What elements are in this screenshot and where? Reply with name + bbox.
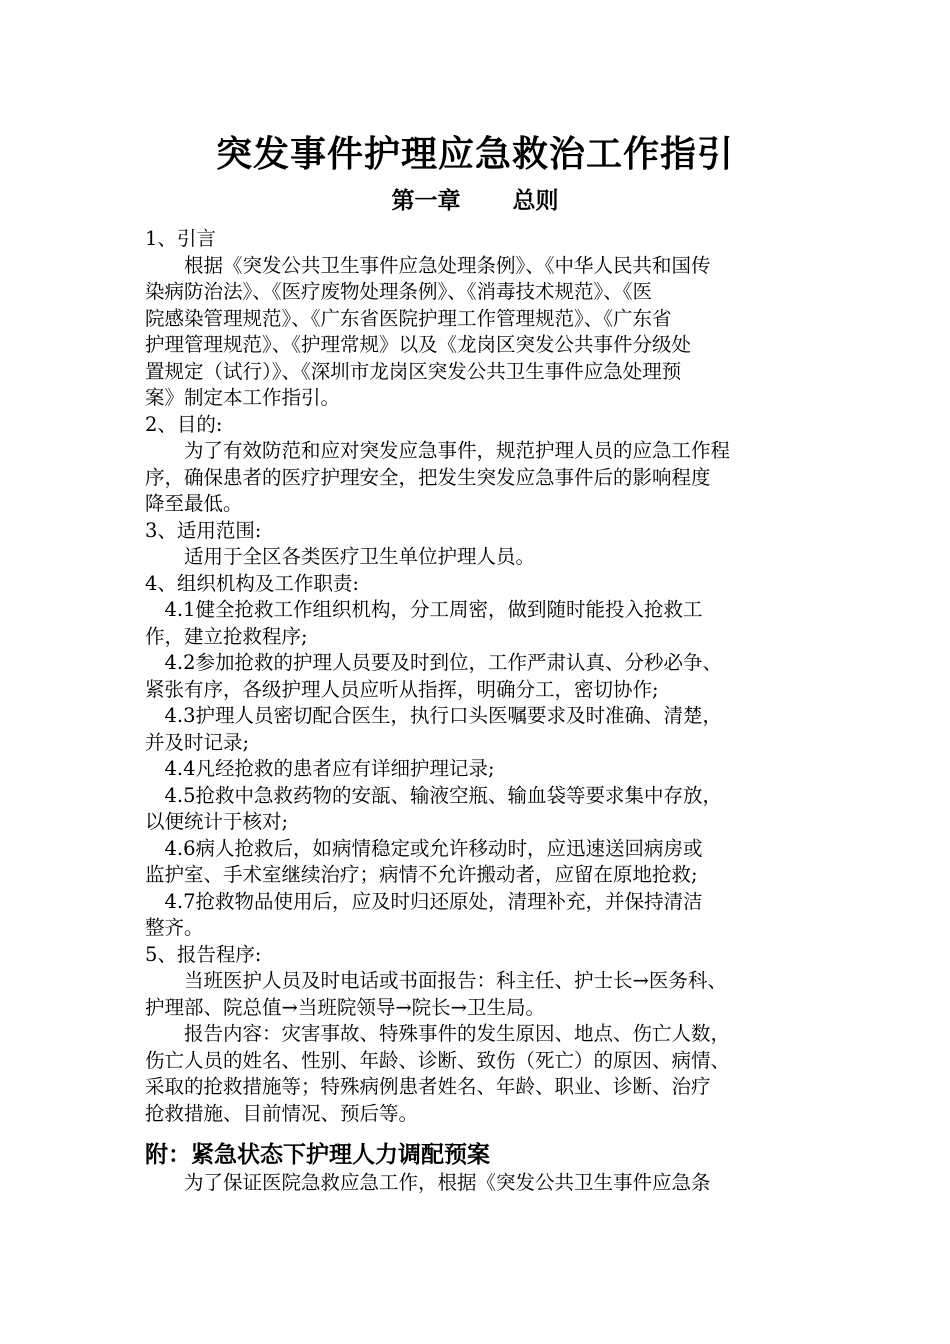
text-line: 降至最低。 [145,492,243,515]
text-line: 以便统计于核对; [145,810,289,833]
text-line: 监护室、手术室继续治疗；病情不允许搬动者，应留在原地抢救; [145,863,698,886]
chapter-name: 总则 [512,187,559,214]
appendix-title: 附：紧急状态下护理人力调配预案 [145,1141,490,1168]
text-line: 院感染管理规范》、《广东省医院护理工作管理规范》、《广东省 [145,306,672,330]
text-line: 1、引言 [145,227,216,250]
text-line: 4.5抢救中急救药物的安瓿、输液空瓶、输血袋等要求集中存放， [145,783,723,807]
text-line: 染病防治法》、《医疗废物处理条例》、《消毒技术规范》、《医 [145,280,653,303]
chapter-heading [0,186,950,216]
text-line: 当班医护人员及时电话或书面报告：科主任、护士长→医务科、 [145,969,727,992]
text-line: 4.3护理人员密切配合医生，执行口头医嘱要求及时准确、清楚， [145,704,723,727]
text-line: 4、组织机构及工作职责: [145,571,359,595]
text-line: 整齐。 [145,916,204,939]
text-line: 4.2参加抢救的护理人员要及时到位，工作严肃认真、分秒必争、 [145,651,723,674]
text-line: 报告内容：灾害事故、特殊事件的发生原因、地点、伤亡人数， [145,1022,731,1045]
text-line: 3、适用范围: [145,518,262,542]
document-body [145,226,825,1127]
text-line: 案》制定本工作指引。 [145,386,341,409]
text-line: 5、报告程序: [145,942,262,966]
text-line: 根据《突发公共卫生事件应急处理条例》、《中华人民共和国传 [145,253,711,277]
text-line: 为了有效防范和应对突发应急事件，规范护理人员的应急工作程 [145,439,731,462]
text-line: 适用于全区各类医疗卫生单位护理人员。 [145,545,536,568]
text-line: 并及时记录; [145,730,250,754]
text-line: 作，建立抢救程序; [145,624,308,648]
text-line: 护理部、院总值→当班院领导→院长→卫生局。 [145,995,546,1019]
text-line: 紧张有序，各级护理人员应听从指挥，明确分工，密切协作; [145,677,659,701]
text-line: 4.7抢救物品使用后，应及时归还原处，清理补充，并保持清洁 [145,889,703,913]
text-line: 序，确保患者的医疗护理安全，把发生突发应急事件后的影响程度 [145,465,711,489]
text-line: 抢救措施、目前情况、预后等。 [145,1101,419,1125]
text-line: 4.6病人抢救后，如病情稳定或允许移动时，应迅速送回病房或 [145,836,703,860]
text-line: 4.1健全抢救工作组织机构，分工周密，做到随时能投入抢救工 [145,598,703,621]
text-line: 护理管理规范》、《护理常规》以及《龙岗区突发公共事件分级处 [145,333,692,356]
chapter-label: 第一章 [391,187,461,214]
text-line: 采取的抢救措施等；特殊病例患者姓名、年龄、职业、诊断、治疗 [145,1075,711,1098]
text-line: 4.4凡经抢救的患者应有详细护理记录; [145,757,495,780]
document-title: 突发事件护理应急救治工作指引 [215,133,734,175]
text-line: 伤亡人员的姓名、性别、年龄、诊断、致伤（死亡）的原因、病情、 [145,1048,731,1072]
appendix-text: 为了保证医院急救应急工作，根据《突发公共卫生事件应急条 [145,1171,711,1194]
text-line: 置规定（试行）》、《深圳市龙岗区突发公共卫生事件应急处理预 [145,359,682,383]
text-line: 2、目的: [145,412,223,436]
